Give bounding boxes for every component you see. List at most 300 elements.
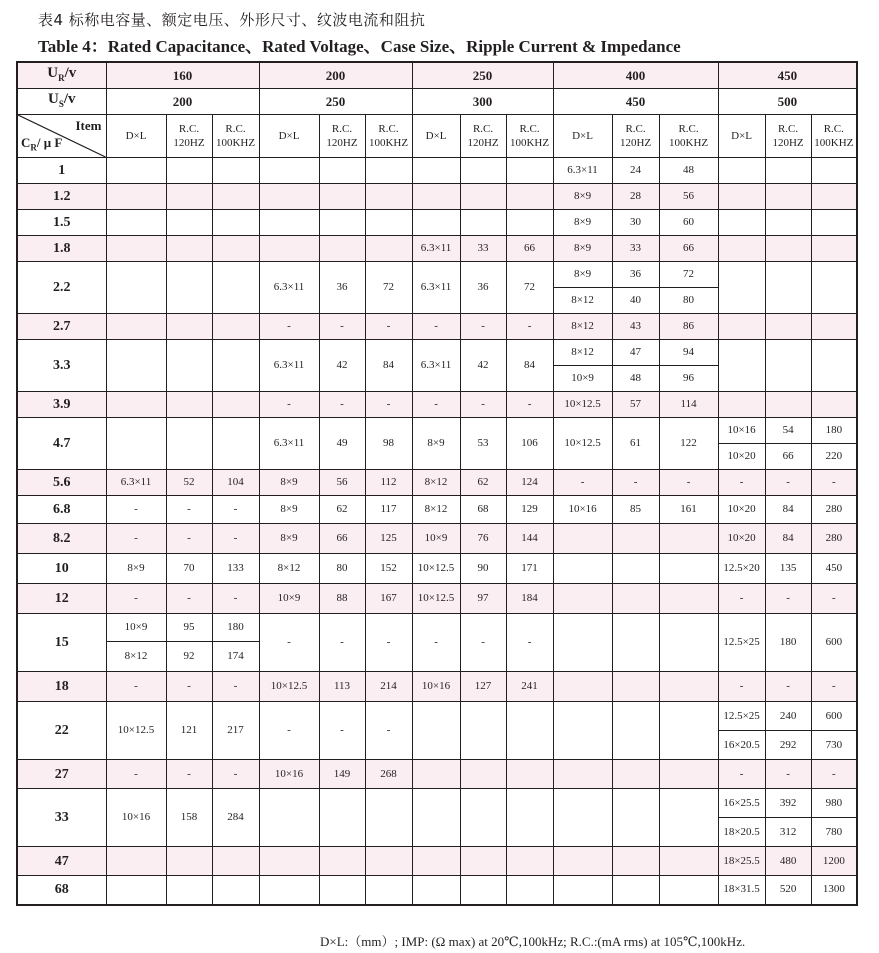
capacitance-cell: 22 — [17, 702, 106, 760]
table-row — [17, 340, 857, 366]
size-cell: 10×16 — [718, 418, 765, 444]
dash-cell: - — [365, 314, 412, 340]
cell — [765, 210, 811, 236]
ripple-120-cell: 180 — [765, 614, 811, 672]
cell — [319, 158, 365, 184]
dash-cell: - — [460, 392, 506, 418]
ur-450: 450 — [718, 62, 857, 89]
dash-cell: - — [718, 470, 765, 496]
size-cell: 8×12 — [553, 314, 612, 340]
capacitance-cell: 6.8 — [17, 496, 106, 524]
ripple-120-cell: 56 — [319, 470, 365, 496]
cell — [659, 524, 718, 554]
size-cell: 10×12.5 — [553, 392, 612, 418]
ripple-120-cell: 53 — [460, 418, 506, 470]
cell — [212, 418, 259, 470]
ripple-120-cell: 42 — [460, 340, 506, 392]
dash-cell: - — [553, 470, 612, 496]
ripple-120-cell: 97 — [460, 584, 506, 614]
size-cell: 8×12 — [553, 340, 612, 366]
dash-cell: - — [259, 702, 319, 760]
table-row — [17, 262, 857, 288]
ripple-100k-cell: 180 — [212, 614, 259, 642]
cell — [166, 158, 212, 184]
ripple-100k-cell: 167 — [365, 584, 412, 614]
ripple-100k-cell: 84 — [506, 340, 553, 392]
capacitance-cell: 47 — [17, 847, 106, 876]
ripple-120-cell: 36 — [319, 262, 365, 314]
dash-cell: - — [612, 470, 659, 496]
cell — [553, 672, 612, 702]
ripple-120-cell: 149 — [319, 760, 365, 789]
ripple-100k-cell: 72 — [365, 262, 412, 314]
dash-cell: - — [460, 614, 506, 672]
ripple-100k-cell: 600 — [811, 702, 857, 731]
cell — [659, 847, 718, 876]
ripple-120-cell: 33 — [460, 236, 506, 262]
ripple-100k-cell: 56 — [659, 184, 718, 210]
cell — [166, 184, 212, 210]
ripple-100k-cell: 214 — [365, 672, 412, 702]
cell — [506, 210, 553, 236]
dash-cell: - — [106, 524, 166, 554]
rc-120-header: R.C. 120HZ — [166, 115, 212, 158]
cell — [811, 392, 857, 418]
table-caption-chinese: 表4 标称电容量、额定电压、外形尺寸、纹波电流和阻抗 — [38, 11, 426, 29]
cell — [811, 262, 857, 314]
cell — [811, 210, 857, 236]
cell — [765, 262, 811, 314]
table-row — [17, 672, 857, 702]
cell — [365, 158, 412, 184]
cell — [166, 847, 212, 876]
dash-cell: - — [212, 584, 259, 614]
ripple-100k-cell: 94 — [659, 340, 718, 366]
ripple-100k-cell: 80 — [659, 288, 718, 314]
size-cell: 8×12 — [412, 496, 460, 524]
capacitance-cell: 27 — [17, 760, 106, 789]
dash-cell: - — [166, 760, 212, 789]
cell — [553, 760, 612, 789]
dash-cell: - — [365, 702, 412, 760]
dash-cell: - — [212, 672, 259, 702]
ripple-120-cell: 80 — [319, 554, 365, 584]
cell — [212, 392, 259, 418]
rc-120-header: R.C. 120HZ — [460, 115, 506, 158]
cell — [365, 876, 412, 905]
ripple-120-cell: 66 — [319, 524, 365, 554]
ur-160: 160 — [106, 62, 259, 89]
cell — [460, 702, 506, 760]
cell — [506, 760, 553, 789]
cell — [212, 262, 259, 314]
cell — [718, 262, 765, 314]
cell — [612, 847, 659, 876]
size-cell: 8×9 — [259, 496, 319, 524]
ripple-120-cell: 54 — [765, 418, 811, 444]
us-200: 200 — [106, 89, 259, 115]
ripple-100k-cell: 152 — [365, 554, 412, 584]
ripple-100k-cell: 124 — [506, 470, 553, 496]
size-cell: 8×9 — [259, 470, 319, 496]
ripple-100k-cell: 280 — [811, 524, 857, 554]
dash-cell: - — [718, 760, 765, 789]
cell — [460, 210, 506, 236]
cell — [553, 584, 612, 614]
table-row — [17, 789, 857, 818]
dash-cell: - — [811, 470, 857, 496]
cell — [365, 210, 412, 236]
ripple-100k-cell: 72 — [506, 262, 553, 314]
size-cell: 8×9 — [553, 236, 612, 262]
table-row — [17, 392, 857, 418]
rc-120-header: R.C. 120HZ — [765, 115, 811, 158]
surge-voltage-row — [17, 89, 857, 115]
size-cell: 8×9 — [553, 262, 612, 288]
ripple-120-cell: 95 — [166, 614, 212, 642]
cell — [365, 184, 412, 210]
ripple-120-cell: 292 — [765, 731, 811, 760]
dash-cell: - — [166, 584, 212, 614]
cell — [259, 789, 319, 847]
cell — [659, 760, 718, 789]
ripple-120-cell: 62 — [460, 470, 506, 496]
size-cell: 10×9 — [412, 524, 460, 554]
ripple-100k-cell: 72 — [659, 262, 718, 288]
size-cell: 10×9 — [553, 366, 612, 392]
cell — [506, 847, 553, 876]
dash-cell: - — [166, 496, 212, 524]
dl-header: D×L — [553, 115, 612, 158]
cell — [106, 392, 166, 418]
us-450: 450 — [553, 89, 718, 115]
ripple-120-cell: 84 — [765, 524, 811, 554]
ripple-120-cell: 113 — [319, 672, 365, 702]
cell — [166, 418, 212, 470]
capacitance-cell: 4.7 — [17, 418, 106, 470]
dash-cell: - — [166, 672, 212, 702]
ripple-120-cell: 43 — [612, 314, 659, 340]
size-cell: 10×12.5 — [106, 702, 166, 760]
size-cell: 12.5×25 — [718, 702, 765, 731]
cr-label: $C_R/$ μ F — [21, 135, 63, 153]
ripple-120-cell: 47 — [612, 340, 659, 366]
size-cell: 8×12 — [553, 288, 612, 314]
rc-100k-header: R.C. 100KHZ — [212, 115, 259, 158]
table-row — [17, 554, 857, 584]
ripple-100k-cell: 48 — [659, 158, 718, 184]
dash-cell: - — [460, 314, 506, 340]
cell — [460, 158, 506, 184]
cell — [166, 392, 212, 418]
cell — [718, 392, 765, 418]
size-cell: 10×16 — [106, 789, 166, 847]
cell — [612, 614, 659, 672]
cell — [412, 760, 460, 789]
cell — [319, 789, 365, 847]
cell — [365, 236, 412, 262]
cell — [659, 702, 718, 760]
size-cell: 10×12.5 — [412, 554, 460, 584]
dash-cell: - — [811, 760, 857, 789]
table-row — [17, 760, 857, 789]
cell — [765, 184, 811, 210]
size-cell: 8×12 — [106, 642, 166, 672]
ripple-100k-cell: 66 — [659, 236, 718, 262]
units-footnote: D×L:（mm）; IMP: (Ω max) at 20℃,100kHz; R.C.:(mA rms) at 105℃,100kHz. — [320, 934, 746, 949]
size-cell: 6.3×11 — [259, 340, 319, 392]
ripple-120-cell: 76 — [460, 524, 506, 554]
capacitance-cell: 1.8 — [17, 236, 106, 262]
us-300: 300 — [412, 89, 553, 115]
ripple-120-cell: 24 — [612, 158, 659, 184]
dash-cell: - — [412, 392, 460, 418]
ripple-120-cell: 40 — [612, 288, 659, 314]
ripple-100k-cell: 86 — [659, 314, 718, 340]
cell — [460, 789, 506, 847]
ripple-120-cell: 42 — [319, 340, 365, 392]
cell — [259, 210, 319, 236]
cell — [166, 236, 212, 262]
ripple-120-cell: 127 — [460, 672, 506, 702]
cell — [166, 314, 212, 340]
capacitor-spec-table — [16, 61, 858, 906]
size-cell: 6.3×11 — [553, 158, 612, 184]
cell — [259, 184, 319, 210]
size-cell: 6.3×11 — [259, 418, 319, 470]
dash-cell: - — [259, 392, 319, 418]
cell — [412, 184, 460, 210]
ripple-120-cell: 121 — [166, 702, 212, 760]
ripple-100k-cell: 106 — [506, 418, 553, 470]
dash-cell: - — [506, 314, 553, 340]
cell — [106, 210, 166, 236]
ur-label: $U_R/v$ — [17, 62, 106, 89]
size-cell: 16×25.5 — [718, 789, 765, 818]
ripple-100k-cell: 284 — [212, 789, 259, 847]
ripple-100k-cell: 450 — [811, 554, 857, 584]
ripple-100k-cell: 96 — [659, 366, 718, 392]
table-row — [17, 702, 857, 731]
size-cell: 6.3×11 — [106, 470, 166, 496]
rc-100k-header: R.C. 100KHZ — [365, 115, 412, 158]
cell — [553, 554, 612, 584]
cell — [506, 876, 553, 905]
cell — [553, 614, 612, 672]
ripple-100k-cell: 66 — [506, 236, 553, 262]
ripple-120-cell: 92 — [166, 642, 212, 672]
cell — [553, 702, 612, 760]
cell — [612, 554, 659, 584]
capacitance-cell: 12 — [17, 584, 106, 614]
table-row — [17, 876, 857, 905]
dl-header: D×L — [106, 115, 166, 158]
cell — [106, 262, 166, 314]
ripple-120-cell: 57 — [612, 392, 659, 418]
ripple-100k-cell: 180 — [811, 418, 857, 444]
ripple-100k-cell: 60 — [659, 210, 718, 236]
dash-cell: - — [319, 314, 365, 340]
size-cell: 10×16 — [553, 496, 612, 524]
capacitance-cell: 3.3 — [17, 340, 106, 392]
dash-cell: - — [765, 470, 811, 496]
size-cell: 8×12 — [259, 554, 319, 584]
ripple-100k-cell: 98 — [365, 418, 412, 470]
size-cell: 10×9 — [106, 614, 166, 642]
cell — [718, 210, 765, 236]
cell — [659, 672, 718, 702]
cell — [506, 184, 553, 210]
cell — [765, 314, 811, 340]
cell — [412, 158, 460, 184]
cell — [460, 760, 506, 789]
dash-cell: - — [106, 584, 166, 614]
dash-cell: - — [412, 614, 460, 672]
cell — [106, 876, 166, 905]
ripple-100k-cell: 171 — [506, 554, 553, 584]
size-cell: 6.3×11 — [412, 262, 460, 314]
size-cell: 6.3×11 — [412, 236, 460, 262]
dash-cell: - — [412, 314, 460, 340]
ripple-120-cell: 240 — [765, 702, 811, 731]
ripple-100k-cell: 184 — [506, 584, 553, 614]
dash-cell: - — [106, 672, 166, 702]
dash-cell: - — [718, 672, 765, 702]
dash-cell: - — [166, 524, 212, 554]
cell — [212, 210, 259, 236]
cell — [365, 789, 412, 847]
cell — [412, 876, 460, 905]
us-250: 250 — [259, 89, 412, 115]
size-cell: 18×31.5 — [718, 876, 765, 905]
cell — [212, 236, 259, 262]
cell — [166, 262, 212, 314]
size-cell: 10×9 — [259, 584, 319, 614]
ripple-100k-cell: 217 — [212, 702, 259, 760]
ripple-100k-cell: 980 — [811, 789, 857, 818]
cell — [319, 847, 365, 876]
dash-cell: - — [718, 584, 765, 614]
dash-cell: - — [259, 614, 319, 672]
dash-cell: - — [319, 614, 365, 672]
us-500: 500 — [718, 89, 857, 115]
cell — [412, 847, 460, 876]
cell — [460, 184, 506, 210]
table-row — [17, 470, 857, 496]
cell — [553, 847, 612, 876]
cell — [612, 584, 659, 614]
cell — [765, 158, 811, 184]
item-capacitance-corner — [17, 115, 106, 158]
dl-header: D×L — [259, 115, 319, 158]
dash-cell: - — [765, 672, 811, 702]
ripple-120-cell: 520 — [765, 876, 811, 905]
ur-200: 200 — [259, 62, 412, 89]
dash-cell: - — [259, 314, 319, 340]
cell — [259, 876, 319, 905]
ripple-100k-cell: 129 — [506, 496, 553, 524]
ripple-120-cell: 85 — [612, 496, 659, 524]
dl-header: D×L — [718, 115, 765, 158]
cell — [612, 702, 659, 760]
table-row — [17, 158, 857, 184]
cell — [106, 184, 166, 210]
size-cell: 6.3×11 — [412, 340, 460, 392]
cell — [659, 554, 718, 584]
size-cell: 6.3×11 — [259, 262, 319, 314]
size-cell: 8×12 — [412, 470, 460, 496]
cell — [212, 876, 259, 905]
size-cell: 8×9 — [412, 418, 460, 470]
table-row — [17, 496, 857, 524]
rc-100k-header: R.C. 100KHZ — [811, 115, 857, 158]
ripple-100k-cell: 241 — [506, 672, 553, 702]
cell — [212, 158, 259, 184]
capacitance-cell: 10 — [17, 554, 106, 584]
capacitance-cell: 5.6 — [17, 470, 106, 496]
cell — [259, 847, 319, 876]
dash-cell: - — [365, 392, 412, 418]
ripple-120-cell: 52 — [166, 470, 212, 496]
size-cell: 12.5×25 — [718, 614, 765, 672]
cell — [106, 418, 166, 470]
capacitance-cell: 8.2 — [17, 524, 106, 554]
cell — [659, 584, 718, 614]
cell — [106, 236, 166, 262]
cell — [259, 236, 319, 262]
capacitance-cell: 18 — [17, 672, 106, 702]
size-cell: 12.5×20 — [718, 554, 765, 584]
cell — [412, 789, 460, 847]
cell — [212, 184, 259, 210]
ripple-120-cell: 312 — [765, 818, 811, 847]
capacitance-cell: 2.2 — [17, 262, 106, 314]
size-cell: 10×20 — [718, 496, 765, 524]
cell — [506, 158, 553, 184]
ripple-120-cell: 33 — [612, 236, 659, 262]
ripple-120-cell: 49 — [319, 418, 365, 470]
cell — [718, 158, 765, 184]
ripple-120-cell: 68 — [460, 496, 506, 524]
cell — [212, 340, 259, 392]
ripple-100k-cell: 122 — [659, 418, 718, 470]
table-row — [17, 584, 857, 614]
ripple-120-cell: 392 — [765, 789, 811, 818]
ripple-100k-cell: 125 — [365, 524, 412, 554]
cell — [811, 236, 857, 262]
cell — [553, 876, 612, 905]
cell — [106, 314, 166, 340]
cell — [718, 184, 765, 210]
ripple-100k-cell: 600 — [811, 614, 857, 672]
capacitance-cell: 1.5 — [17, 210, 106, 236]
cell — [412, 702, 460, 760]
ripple-100k-cell: 1300 — [811, 876, 857, 905]
ur-400: 400 — [553, 62, 718, 89]
table-row — [17, 314, 857, 340]
cell — [553, 789, 612, 847]
ripple-100k-cell: 112 — [365, 470, 412, 496]
cell — [811, 340, 857, 392]
item-label: Item — [75, 118, 102, 133]
cell — [659, 789, 718, 847]
size-cell: 10×16 — [259, 760, 319, 789]
cell — [659, 876, 718, 905]
cell — [553, 524, 612, 554]
rc-100k-header: R.C. 100KHZ — [506, 115, 553, 158]
dash-cell: - — [811, 584, 857, 614]
cell — [718, 314, 765, 340]
